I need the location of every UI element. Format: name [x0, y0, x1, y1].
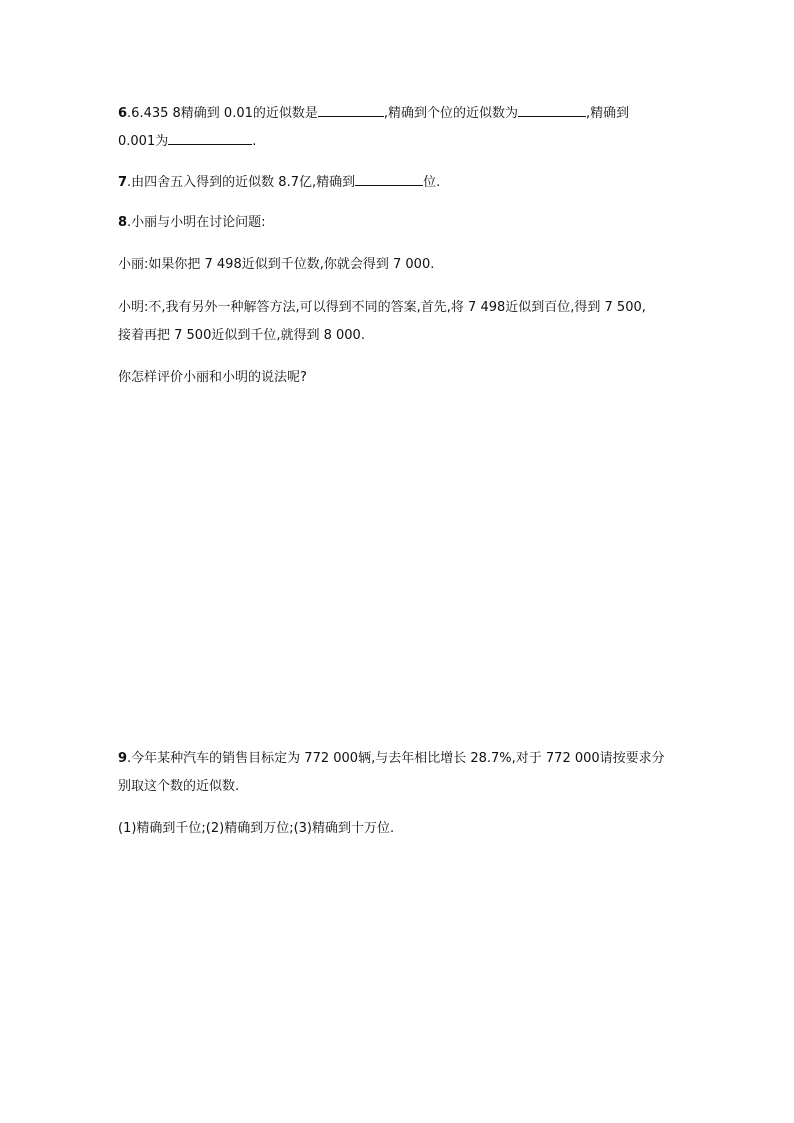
answer-blank-6-2[interactable] [518, 103, 586, 117]
question-6-text-e: . [252, 134, 257, 149]
question-7-text-a: .由四舍五入得到的近似数 8.7亿,精确到 [127, 175, 356, 190]
question-9-line-1 [118, 750, 665, 768]
question-9-text-1: .今年某种汽车的销售目标定为 772 000辆,与去年相比增长 28.7%,对于 772 000请按要求分 [127, 751, 665, 766]
question-6-text-d: 0.001为 [118, 134, 169, 149]
question-7-line [118, 172, 440, 192]
question-8-xiaoming-1: 小明:不,我有另外一种解答方法,可以得到不同的答案,首先,将 7 498近似到百位,得到 7 500, [118, 300, 646, 315]
question-8-xiaoli: 小丽:如果你把 7 498近似到千位数,你就会得到 7 000. [118, 257, 435, 272]
answer-blank-6-1[interactable] [318, 103, 384, 117]
question-9-parts: (1)精确到千位;(2)精确到万位;(3)精确到十万位. [118, 821, 395, 836]
question-6-line-1 [118, 103, 629, 123]
question-9-number: 9 [118, 751, 128, 766]
question-8-intro-line [118, 214, 266, 232]
question-6-number: 6 [118, 106, 128, 121]
answer-blank-6-3[interactable] [168, 131, 252, 145]
question-8-question: 你怎样评价小丽和小明的说法呢? [118, 370, 307, 385]
question-8-intro: .小丽与小明在讨论问题: [127, 215, 266, 230]
question-6-line-2 [118, 131, 256, 151]
question-7-number: 7 [118, 175, 128, 190]
question-7-text-b: 位. [423, 175, 441, 190]
answer-blank-7[interactable] [355, 172, 423, 186]
question-6-text-b: ,精确到个位的近似数为 [383, 106, 519, 121]
question-9-line-2: 别取这个数的近似数. [118, 779, 240, 794]
question-8-xiaoming-2: 接着再把 7 500近似到千位,就得到 8 000. [118, 328, 365, 343]
question-6-text-a: .6.435 8精确到 0.01的近似数是 [127, 106, 318, 121]
question-6-text-c: ,精确到 [586, 106, 630, 121]
question-8-number: 8 [118, 215, 128, 230]
